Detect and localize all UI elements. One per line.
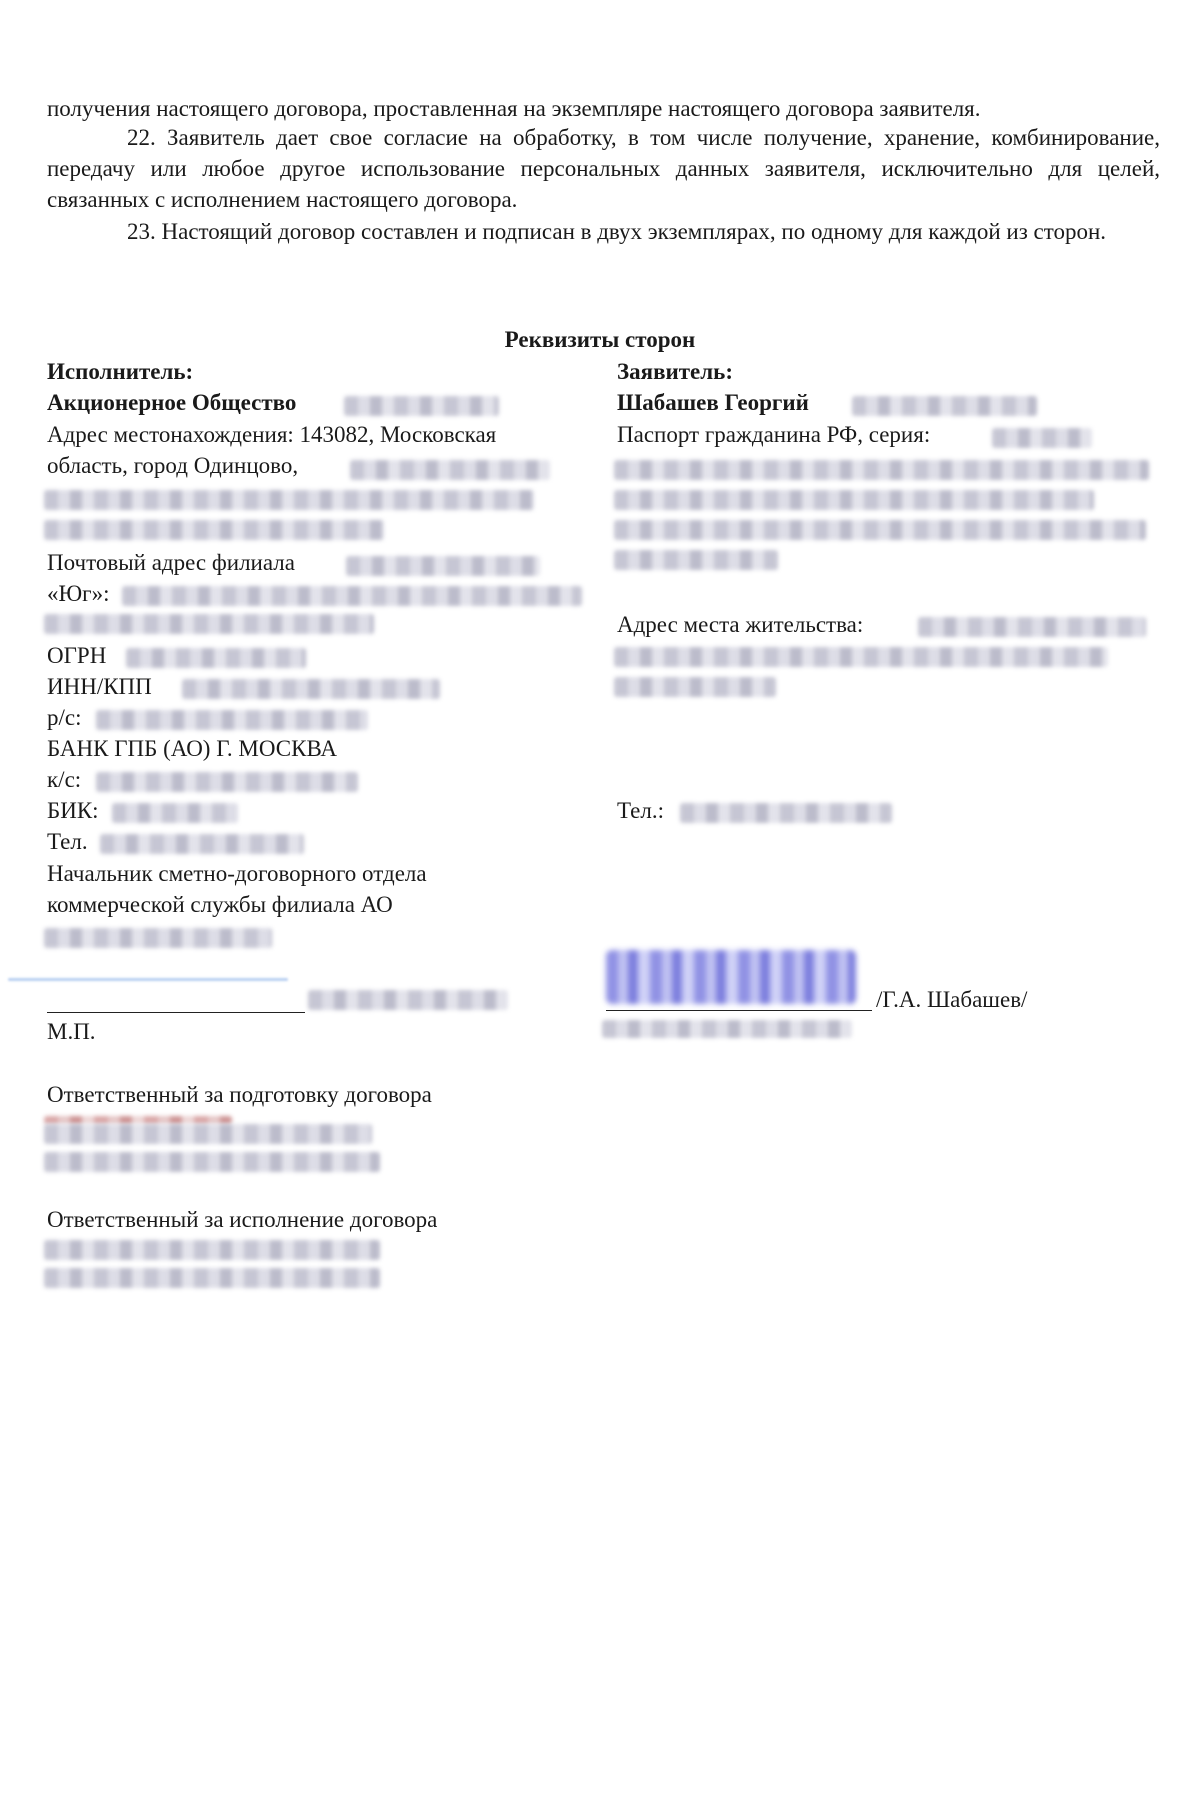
executor-heading: Исполнитель: xyxy=(47,359,194,384)
redacted-inn xyxy=(182,679,440,699)
executor-position-line2: коммерческой службы филиала АО xyxy=(47,892,393,917)
executor-signature-line xyxy=(47,1012,305,1013)
redacted-passport xyxy=(614,520,1146,540)
executor-position-line1: Начальник сметно-договорного отдела xyxy=(47,861,427,886)
applicant-signature-name: /Г.А. Шабашев/ xyxy=(876,987,1028,1012)
redacted-address xyxy=(350,460,550,480)
redacted-bik xyxy=(112,803,238,823)
redacted-prepared-by xyxy=(44,1124,372,1144)
executor-stamp: М.П. xyxy=(47,1019,96,1044)
requisites-title: Реквизиты сторон xyxy=(504,327,696,352)
redacted-postal-address xyxy=(346,556,540,576)
executor-inn: ИНН/КПП xyxy=(47,674,152,699)
paragraph-23-text: 23. Настоящий договор составлен и подписан в двух экземплярах, по одному для каждой из сторон. xyxy=(127,219,1107,244)
paragraph-continuation-text: получения настоящего договора, проставленная на экземпляре настоящего договора заявителя. xyxy=(47,96,981,121)
applicant-name: Шабашев Георгий xyxy=(617,390,809,415)
paragraph-22-text: 22. Заявитель дает свое согласие на обработку, в том числе получение, хранение, комбинирование, передачу или любое другое использование персональных данных заявителя, исключительно для целей, связанных с исполнением настоящего договора. xyxy=(47,125,1160,212)
redacted-ogrn xyxy=(126,648,306,668)
paragraph-23 xyxy=(47,216,1160,247)
signature-stroke xyxy=(8,978,288,981)
redacted-applicant-tel xyxy=(680,803,892,823)
redacted-passport xyxy=(992,428,1092,448)
redacted-name-red xyxy=(44,1116,232,1124)
redacted-passport xyxy=(614,460,1149,480)
executor-bank: БАНК ГПБ (АО) Г. МОСКВА xyxy=(47,736,337,761)
redacted-rs xyxy=(96,710,368,730)
applicant-heading: Заявитель: xyxy=(617,359,733,384)
redacted-patronymic xyxy=(852,396,1037,416)
redacted-residence xyxy=(614,677,776,697)
redacted-prepared-by xyxy=(44,1152,380,1172)
redacted-passport xyxy=(614,550,778,570)
redacted-org-name xyxy=(344,396,499,416)
paragraph-continuation xyxy=(47,93,1160,124)
redacted-address xyxy=(44,520,384,540)
redacted-postal-address xyxy=(44,614,374,634)
executed-by-label: Ответственный за исполнение договора xyxy=(47,1207,438,1232)
redacted-branch xyxy=(44,928,272,948)
redacted-residence xyxy=(918,617,1146,637)
executor-postal-line2: «Юг»: xyxy=(47,581,110,606)
redacted-passport xyxy=(614,490,1094,510)
redacted-executed-by xyxy=(44,1268,380,1288)
prepared-by-label: Ответственный за подготовку договора xyxy=(47,1082,432,1107)
redacted-executed-by xyxy=(44,1240,380,1260)
executor-ogrn: ОГРН xyxy=(47,643,107,668)
executor-bik: БИК: xyxy=(47,798,99,823)
paragraph-22 xyxy=(47,122,1160,215)
redacted-postal-address xyxy=(122,586,582,606)
redacted-ks xyxy=(96,772,358,792)
applicant-signature-line xyxy=(606,1010,872,1011)
executor-address-line2: область, город Одинцово, xyxy=(47,453,299,478)
executor-ks: к/с: xyxy=(47,767,82,792)
executor-org: Акционерное Общество xyxy=(47,390,297,415)
applicant-tel: Тел.: xyxy=(617,798,664,823)
applicant-residence: Адрес места жительства: xyxy=(617,612,864,637)
executor-postal-line1: Почтовый адрес филиала xyxy=(47,550,295,575)
executor-rs: р/с: xyxy=(47,705,82,730)
redacted-address xyxy=(44,490,534,510)
redacted-tel xyxy=(100,834,304,854)
redacted-signer-name xyxy=(308,990,508,1010)
applicant-signature xyxy=(606,950,856,1004)
redacted-signature-area xyxy=(602,1020,852,1038)
executor-address-line1: Адрес местонахождения: 143082, Московская xyxy=(47,422,497,447)
executor-tel: Тел. xyxy=(47,829,88,854)
redacted-residence xyxy=(614,647,1108,667)
applicant-passport: Паспорт гражданина РФ, серия: xyxy=(617,422,931,447)
